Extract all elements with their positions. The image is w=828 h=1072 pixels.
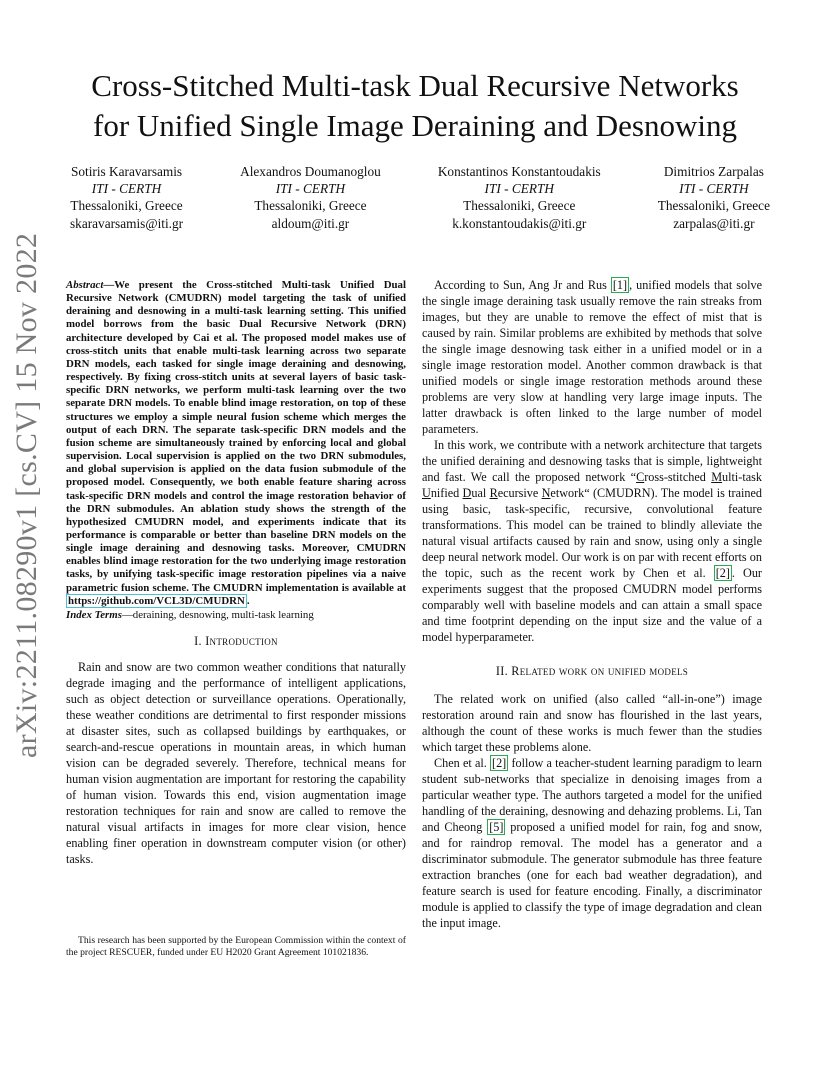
text-span: , unified models that solve the single image deraining task usually remove the rain streaks from images, but they are unable to remove the effect of mist that is caused by rain. Similar problems are exhibited by methods that solve the single image desnowing task either in a unified model or in a single image restoration model. Another common drawback is that unified models or single image restoration methods around these problems are very slow at handling very large image inputs. The latter drawback is often linked to the large number of model parameters. [422, 278, 762, 436]
text-span: follow a teacher-student learning paradigm to learn student sub-networks that specialize in denoising images from a particular weather type. The authors targeted a model for the unified handling of the deraining, desnowing and dehazing problems. Li, Tan and Cheong [422, 756, 762, 834]
author-name: Sotiris Karavarsamis [70, 164, 183, 179]
author-affiliation: ITI - CERTH [91, 181, 162, 197]
index-terms [66, 609, 406, 622]
left-column [66, 279, 406, 867]
author [240, 163, 381, 232]
intro-paragraph: Rain and snow are two common weather conditions that naturally degrade imaging and the performance of intelligent applications, such as object detection or surveillance operations. Operationally, these weather conditions are detrimental to first responder missions at disaster sites, such as collapsed buildings by earthquakes, or search-and-rescue operations in mountain areas, in which human vision can be degraded severely. Therefore, technical means for human vision augmentation are important for restoring the capability of human vision. Towards this end, vision augmentation image restoration techniques for rain and snow are called to remove the natural visual artifacts in images for more clear vision, hence enabling finer operation in downstream computer vision (or other) tasks. [66, 660, 406, 867]
paragraph [422, 755, 762, 931]
abstract-end: . [246, 594, 250, 607]
name-initial: U [422, 486, 431, 500]
author-email[interactable]: zarpalas@iti.gr [673, 215, 755, 231]
citation-link[interactable]: [2] [715, 566, 730, 580]
section-number: I. [194, 634, 206, 649]
citation-link[interactable]: [5] [489, 820, 504, 834]
code-link[interactable]: https://github.com/VCL3D/CMUDRN [68, 594, 245, 607]
paragraph [422, 437, 762, 645]
text-span: . Our experiments suggest that the proposed CMUDRN model performs comparably well with baseline models and can attain a small space and time footprint depending on the input size and the value of a model hyperparameter. [422, 566, 762, 644]
name-initial: D [462, 486, 472, 500]
author-name: Alexandros Doumanoglou [240, 164, 381, 179]
abstract [66, 279, 406, 608]
name-initial: M [711, 470, 723, 484]
author-location: Thessaloniki, Greece [70, 198, 183, 214]
title-line-2: for Unified Single Image Deraining and Desnowing [93, 108, 737, 143]
arxiv-identifier: arXiv:2211.08290v1 [cs.CV] 15 Nov 2022 [10, 232, 43, 758]
author-email[interactable]: skaravarsamis@iti.gr [70, 215, 184, 231]
name-part: ecursive [497, 486, 542, 500]
section-title: Related work on unified models [511, 664, 689, 678]
author-location: Thessaloniki, Greece [657, 198, 770, 214]
name-initial: R [489, 486, 498, 500]
paragraph [422, 277, 762, 437]
name-initial: N [541, 486, 551, 500]
citation-link[interactable]: [1] [612, 278, 628, 292]
author-name: Dimitrios Zarpalas [663, 164, 764, 179]
funding-footnote: This research has been supported by the European Commission within the context of the project RESCUER, funded under EU H2020 Grant Agreement 101021836. [66, 935, 406, 958]
title-line-1: Cross-Stitched Multi-task Dual Recursive Networks [91, 68, 739, 103]
section-title: Introduction [205, 634, 278, 649]
text-span: Chen et al. [434, 756, 491, 770]
name-part: ulti-task [722, 470, 762, 484]
paragraph: The related work on unified (also called “all-in-one”) image restoration around rain and snow has flourished in the last years, although the count of these works is much fewer than the studies which target these problems alone. [422, 692, 762, 754]
author-location: Thessaloniki, Greece [463, 198, 576, 214]
name-part: ual [471, 486, 490, 500]
name-part: nified [430, 486, 463, 500]
text-span: proposed a unified model for rain, fog and snow, and for raindrop removal. The model has a generator and a discriminator submodule. The generator submodule has three feature extraction branches (one for each bad weather degradation), and feature search is used for feature encoding. Finally, a discriminator module is applied to classify the type of image degradation and clean the input image. [422, 820, 763, 930]
author-location: Thessaloniki, Greece [254, 198, 367, 214]
citation-link[interactable]: [2] [492, 756, 507, 770]
index-terms-lead: Index Terms [66, 608, 122, 621]
author-affiliation: ITI - CERTH [484, 181, 554, 197]
author [658, 163, 770, 232]
right-column [422, 277, 762, 931]
author-affiliation: ITI - CERTH [679, 181, 749, 197]
author-affiliation: ITI - CERTH [275, 181, 346, 197]
name-part: ross-stitched [644, 470, 712, 484]
text-span: “ (CMUDRN). The model is trained using basic, task-specific, recursive, convolutional feature transformations. This model can be trained to blindly alleviate the natural visual artifacts caused by rain and snow, using only a single deep neural network model. Our work is on par with recent efforts on the topic, such as the recent work by Chen et al. [422, 486, 762, 580]
author [70, 163, 183, 232]
section-heading-related-work [422, 663, 762, 679]
text-span: According to Sun, Ang Jr and Rus [434, 278, 611, 292]
name-part: etwork [550, 486, 585, 500]
abstract-text: —We present the Cross-stitched Multi-task Unified Dual Recursive Network (CMUDRN) model targeting the task of unified deraining and desnowing in a multi-task learning setting. This unified model borrows from the basic Dual Recursive Network (DRN) architecture developed by Cai et al. The proposed model makes use of cross-stitch units that enable multi-task learning across two separate DRN models, each tasked for single image deraining and desnowing, respectively. By fixing cross-stitch units at several layers of basic task-specific DRN networks, we perform multi-task learning over the two separate DRN models. To enable blind image restoration, on top of these structures we employ a simple neural fusion scheme which merges the output of each DRN. The separate task-specific DRN models and the fusion scheme are simultaneously trained by enforcing local and global supervision. Local supervision is applied on the two DRN submodules, and global supervision is applied on the data fusion submodule of the proposed model. Consequently, we both enable feature sharing across task-specific DRN models and control the image restoration behavior of the DRN submodules. An ablation study shows the strength of the hypothesized CMUDRN model, and experiments indicate that its performance is comparable or better than baseline DRN models on the single image deraining and desnowing tasks. Moreover, CMUDRN enables blind image restoration for the two underlying image restoration tasks, by unifying task-specific image restoration pipelines via a naive parametric fusion scheme. The CMUDRN implementation is available at [66, 279, 406, 594]
paper-title [40, 66, 790, 146]
author [438, 163, 601, 232]
index-terms-text: —deraining, desnowing, multi-task learning [121, 608, 314, 621]
section-number: II. [495, 664, 512, 678]
name-initial: C [636, 470, 645, 484]
author-email[interactable]: k.konstantoudakis@iti.gr [452, 215, 587, 231]
author-name: Konstantinos Konstantoudakis [437, 164, 601, 179]
author-block [70, 163, 770, 232]
section-heading-introduction [66, 633, 406, 649]
abstract-lead: Abstract [66, 279, 104, 291]
author-email[interactable]: aldoum@iti.gr [271, 215, 350, 231]
text-span: In this work, we contribute with a network architecture that targets the unified deraining and desnowing tasks that is simple, lightweight and fast. We call the proposed network “ [422, 438, 762, 484]
